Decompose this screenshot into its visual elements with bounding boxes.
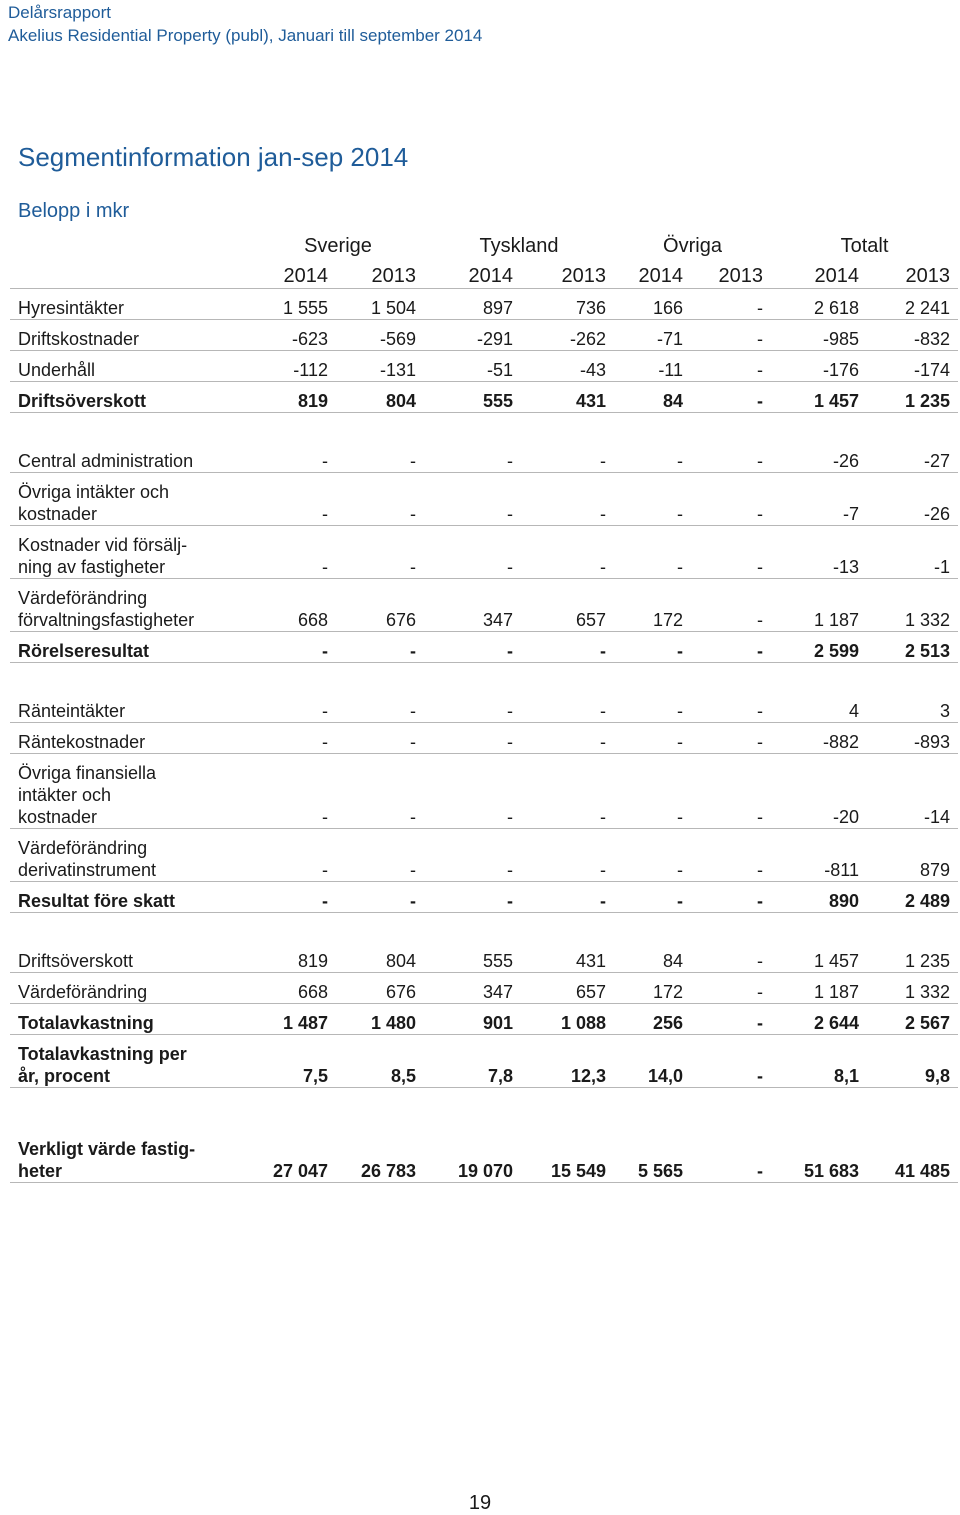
row-label: Värdeförändring förvaltningsfastigheter — [10, 579, 252, 632]
value-cell: -893 — [867, 723, 958, 754]
value-cell: - — [521, 882, 614, 913]
value-cell: - — [521, 526, 614, 579]
table-row — [10, 692, 958, 723]
value-cell: - — [614, 882, 691, 913]
value-cell: 347 — [424, 579, 521, 632]
value-cell: - — [691, 723, 771, 754]
year-header: 2014 — [424, 258, 521, 289]
value-cell: 27 047 — [252, 1130, 336, 1183]
value-cell: 2 567 — [867, 1004, 958, 1035]
table-row — [10, 473, 958, 526]
year-header: 2013 — [336, 258, 424, 289]
value-cell: -176 — [771, 351, 867, 382]
table-row — [10, 754, 958, 829]
amount-unit: Belopp i mkr — [18, 200, 130, 222]
value-cell: -174 — [867, 351, 958, 382]
value-cell: 879 — [867, 829, 958, 882]
empty-header-cell — [10, 228, 252, 258]
value-cell: - — [336, 723, 424, 754]
value-cell: 897 — [424, 289, 521, 320]
value-cell: - — [521, 632, 614, 663]
value-cell: -11 — [614, 351, 691, 382]
value-cell: 657 — [521, 973, 614, 1004]
row-label: Totalavkastning per år, procent — [10, 1035, 252, 1088]
value-cell: - — [521, 442, 614, 473]
value-cell: 1 487 — [252, 1004, 336, 1035]
group-header-totalt: Totalt — [840, 235, 889, 257]
year-header: 2013 — [521, 258, 614, 289]
value-cell: - — [424, 723, 521, 754]
row-label: Kostnader vid försälj- ning av fastigheter — [10, 526, 252, 579]
value-cell: - — [424, 632, 521, 663]
value-cell: - — [691, 526, 771, 579]
spacer-cell — [10, 413, 958, 443]
value-cell: 1 457 — [771, 942, 867, 973]
value-cell: - — [691, 754, 771, 829]
value-cell: 1 555 — [252, 289, 336, 320]
value-cell: - — [424, 473, 521, 526]
value-cell: - — [252, 473, 336, 526]
value-cell: 676 — [336, 973, 424, 1004]
row-label: Resultat före skatt — [10, 882, 252, 913]
row-label: Driftsöverskott — [10, 382, 252, 413]
value-cell: 1 332 — [867, 579, 958, 632]
value-cell: 1 235 — [867, 382, 958, 413]
value-cell: 555 — [424, 942, 521, 973]
value-cell: - — [691, 579, 771, 632]
value-cell: -13 — [771, 526, 867, 579]
section-spacer — [10, 1088, 958, 1131]
row-label: Övriga finansiella intäkter och kostnader — [10, 754, 252, 829]
value-cell: 9,8 — [867, 1035, 958, 1088]
value-cell: -291 — [424, 320, 521, 351]
value-cell: -14 — [867, 754, 958, 829]
value-cell: 7,8 — [424, 1035, 521, 1088]
report-subtitle: Akelius Residential Property (publ), Januari till september 2014 — [8, 26, 483, 45]
value-cell: -26 — [867, 473, 958, 526]
segment-table — [10, 228, 958, 1183]
value-cell: 668 — [252, 579, 336, 632]
value-cell: - — [336, 882, 424, 913]
value-cell: - — [252, 442, 336, 473]
table-row — [10, 829, 958, 882]
value-cell: 431 — [521, 382, 614, 413]
page-number: 19 — [468, 1492, 492, 1514]
group-header-ovriga: Övriga — [663, 235, 722, 257]
value-cell: 1 332 — [867, 973, 958, 1004]
value-cell: - — [252, 632, 336, 663]
value-cell: -112 — [252, 351, 336, 382]
value-cell: -882 — [771, 723, 867, 754]
row-label: Värdeförändring — [10, 973, 252, 1004]
table-row — [10, 1035, 958, 1088]
value-cell: 804 — [336, 942, 424, 973]
table-row — [10, 526, 958, 579]
group-header-row — [10, 228, 958, 258]
value-cell: 901 — [424, 1004, 521, 1035]
value-cell: 5 565 — [614, 1130, 691, 1183]
value-cell: - — [521, 692, 614, 723]
value-cell: -131 — [336, 351, 424, 382]
value-cell: - — [691, 1035, 771, 1088]
value-cell: -51 — [424, 351, 521, 382]
value-cell: - — [691, 382, 771, 413]
value-cell: - — [521, 473, 614, 526]
value-cell: 1 187 — [771, 579, 867, 632]
value-cell: 2 241 — [867, 289, 958, 320]
value-cell: - — [691, 973, 771, 1004]
section-spacer — [10, 413, 958, 443]
value-cell: 1 457 — [771, 382, 867, 413]
value-cell: 431 — [521, 942, 614, 973]
row-label: Verkligt värde fastig- heter — [10, 1130, 252, 1183]
value-cell: 41 485 — [867, 1130, 958, 1183]
value-cell: 1 187 — [771, 973, 867, 1004]
table-row — [10, 632, 958, 663]
report-header — [8, 2, 482, 48]
value-cell: - — [691, 289, 771, 320]
table-row — [10, 442, 958, 473]
spacer-cell — [10, 913, 958, 943]
value-cell: - — [691, 829, 771, 882]
value-cell: - — [691, 632, 771, 663]
value-cell: - — [614, 632, 691, 663]
value-cell: 8,5 — [336, 1035, 424, 1088]
value-cell: -623 — [252, 320, 336, 351]
table-body — [10, 289, 958, 1183]
value-cell: 172 — [614, 579, 691, 632]
value-cell: 84 — [614, 942, 691, 973]
value-cell: - — [336, 526, 424, 579]
value-cell: 15 549 — [521, 1130, 614, 1183]
value-cell: - — [691, 442, 771, 473]
year-header-row — [10, 258, 958, 289]
value-cell: 19 070 — [424, 1130, 521, 1183]
table-row — [10, 973, 958, 1004]
row-label: Driftskostnader — [10, 320, 252, 351]
value-cell: -43 — [521, 351, 614, 382]
value-cell: - — [424, 754, 521, 829]
value-cell: 2 599 — [771, 632, 867, 663]
row-label: Ränteintäkter — [10, 692, 252, 723]
value-cell: 256 — [614, 1004, 691, 1035]
row-label: Värdeförändring derivatinstrument — [10, 829, 252, 882]
value-cell: -20 — [771, 754, 867, 829]
row-label: Central administration — [10, 442, 252, 473]
value-cell: - — [614, 442, 691, 473]
table-row — [10, 1004, 958, 1035]
table-row — [10, 579, 958, 632]
table-row — [10, 1130, 958, 1183]
table-row — [10, 882, 958, 913]
table-row — [10, 723, 958, 754]
value-cell: - — [424, 526, 521, 579]
year-header: 2014 — [771, 258, 867, 289]
value-cell: - — [252, 526, 336, 579]
value-cell: -26 — [771, 442, 867, 473]
value-cell: 804 — [336, 382, 424, 413]
report-type: Delårsrapport — [8, 3, 111, 22]
value-cell: 819 — [252, 942, 336, 973]
value-cell: - — [336, 632, 424, 663]
value-cell: 890 — [771, 882, 867, 913]
value-cell: - — [336, 829, 424, 882]
row-label: Hyresintäkter — [10, 289, 252, 320]
value-cell: 166 — [614, 289, 691, 320]
value-cell: 555 — [424, 382, 521, 413]
table-row — [10, 289, 958, 320]
value-cell: 84 — [614, 382, 691, 413]
value-cell: -27 — [867, 442, 958, 473]
value-cell: - — [424, 882, 521, 913]
value-cell: - — [614, 829, 691, 882]
year-header: 2013 — [867, 258, 958, 289]
value-cell: 3 — [867, 692, 958, 723]
row-label: Underhåll — [10, 351, 252, 382]
section-spacer — [10, 663, 958, 693]
value-cell: 51 683 — [771, 1130, 867, 1183]
value-cell: - — [691, 882, 771, 913]
value-cell: - — [252, 882, 336, 913]
value-cell: -832 — [867, 320, 958, 351]
value-cell: - — [252, 829, 336, 882]
value-cell: 736 — [521, 289, 614, 320]
value-cell: - — [252, 692, 336, 723]
empty-header-cell — [10, 258, 252, 289]
value-cell: - — [252, 723, 336, 754]
table-row — [10, 351, 958, 382]
value-cell: - — [691, 1004, 771, 1035]
value-cell: - — [691, 692, 771, 723]
value-cell: - — [614, 473, 691, 526]
value-cell: 2 618 — [771, 289, 867, 320]
row-label: Räntekostnader — [10, 723, 252, 754]
value-cell: -569 — [336, 320, 424, 351]
value-cell: 676 — [336, 579, 424, 632]
year-header: 2013 — [691, 258, 771, 289]
value-cell: -811 — [771, 829, 867, 882]
value-cell: - — [521, 723, 614, 754]
row-label: Övriga intäkter och kostnader — [10, 473, 252, 526]
value-cell: -262 — [521, 320, 614, 351]
value-cell: 1 235 — [867, 942, 958, 973]
value-cell: 2 513 — [867, 632, 958, 663]
section-spacer — [10, 913, 958, 943]
value-cell: - — [691, 320, 771, 351]
value-cell: 8,1 — [771, 1035, 867, 1088]
value-cell: - — [614, 526, 691, 579]
value-cell: - — [521, 754, 614, 829]
group-header-sverige: Sverige — [304, 235, 372, 257]
value-cell: 26 783 — [336, 1130, 424, 1183]
value-cell: 172 — [614, 973, 691, 1004]
value-cell: - — [336, 473, 424, 526]
value-cell: - — [336, 754, 424, 829]
value-cell: - — [336, 442, 424, 473]
value-cell: 347 — [424, 973, 521, 1004]
group-header-tyskland: Tyskland — [479, 235, 559, 257]
value-cell: - — [614, 692, 691, 723]
value-cell: - — [614, 754, 691, 829]
value-cell: - — [614, 723, 691, 754]
value-cell: - — [691, 1130, 771, 1183]
value-cell: -7 — [771, 473, 867, 526]
row-label: Driftsöverskott — [10, 942, 252, 973]
value-cell: -71 — [614, 320, 691, 351]
value-cell: - — [252, 754, 336, 829]
value-cell: -1 — [867, 526, 958, 579]
value-cell: - — [424, 829, 521, 882]
value-cell: - — [691, 473, 771, 526]
value-cell: 2 489 — [867, 882, 958, 913]
value-cell: - — [336, 692, 424, 723]
value-cell: 1 480 — [336, 1004, 424, 1035]
page-title: Segmentinformation jan-sep 2014 — [18, 142, 409, 172]
spacer-cell — [10, 1088, 958, 1131]
year-header: 2014 — [614, 258, 691, 289]
value-cell: - — [691, 351, 771, 382]
value-cell: - — [521, 829, 614, 882]
spacer-cell — [10, 663, 958, 693]
value-cell: 12,3 — [521, 1035, 614, 1088]
value-cell: 819 — [252, 382, 336, 413]
value-cell: 2 644 — [771, 1004, 867, 1035]
row-label: Rörelseresultat — [10, 632, 252, 663]
value-cell: - — [424, 692, 521, 723]
value-cell: 1 504 — [336, 289, 424, 320]
value-cell: 14,0 — [614, 1035, 691, 1088]
table-row — [10, 382, 958, 413]
value-cell: - — [424, 442, 521, 473]
row-label: Totalavkastning — [10, 1004, 252, 1035]
value-cell: -985 — [771, 320, 867, 351]
value-cell: 1 088 — [521, 1004, 614, 1035]
year-header: 2014 — [252, 258, 336, 289]
value-cell: - — [691, 942, 771, 973]
value-cell: 7,5 — [252, 1035, 336, 1088]
table-row — [10, 942, 958, 973]
value-cell: 657 — [521, 579, 614, 632]
value-cell: 4 — [771, 692, 867, 723]
value-cell: 668 — [252, 973, 336, 1004]
table-row — [10, 320, 958, 351]
